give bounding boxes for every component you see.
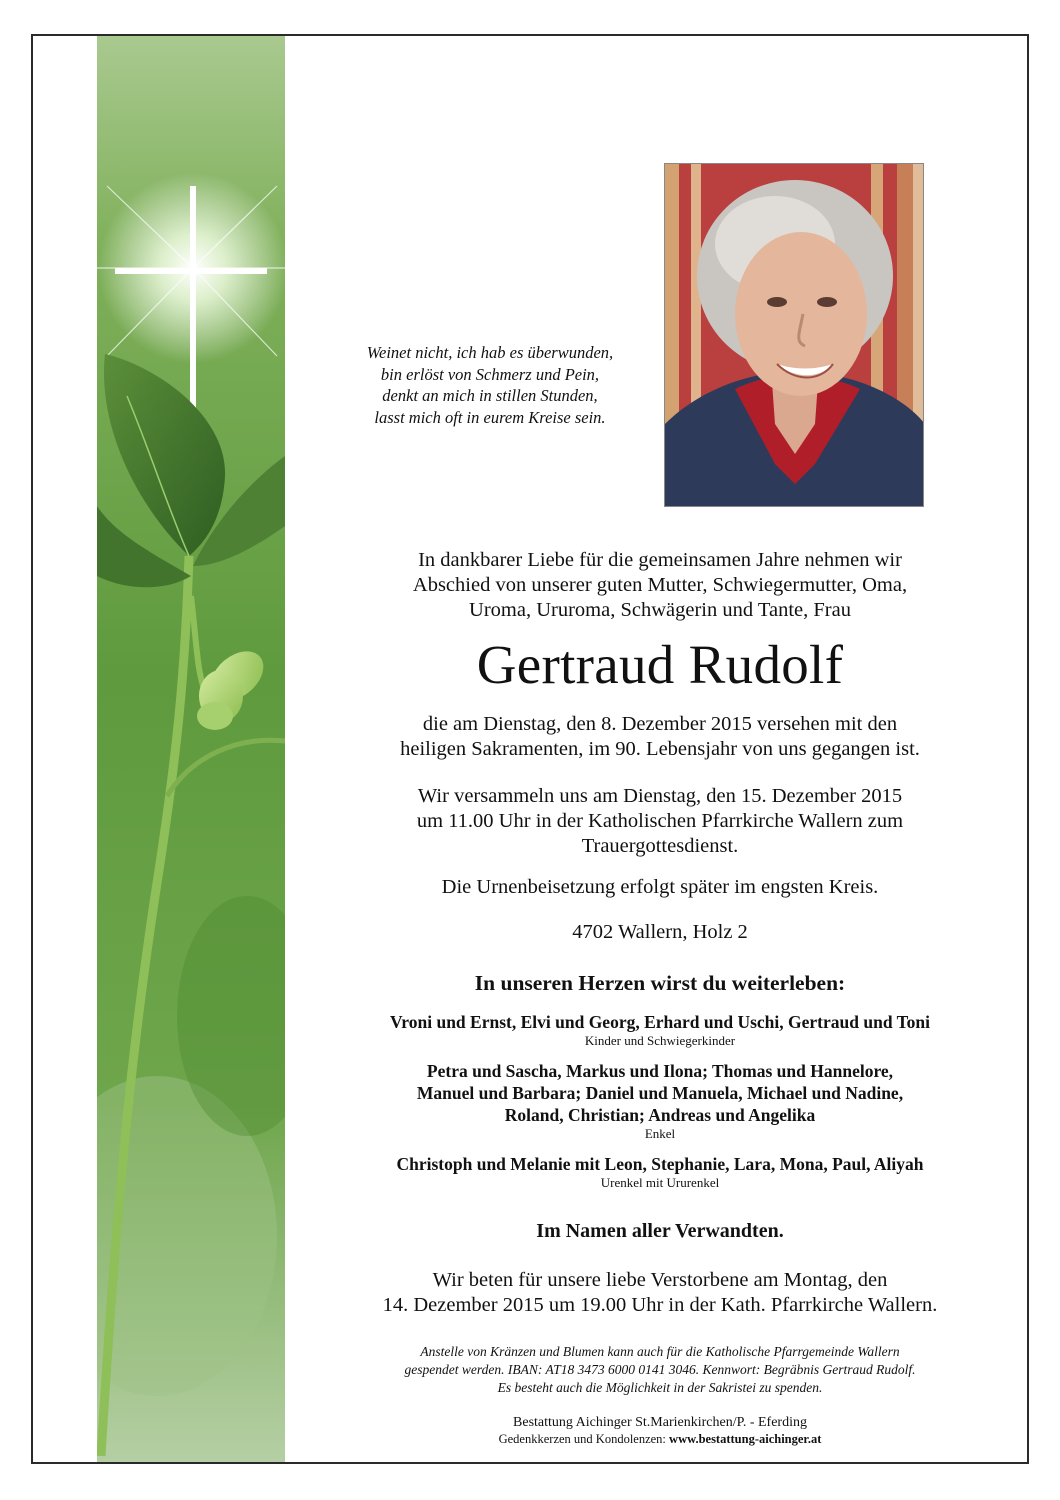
portrait-photo xyxy=(664,163,924,507)
intro-line: Uroma, Ururoma, Schwägerin und Tante, Frau xyxy=(469,599,851,621)
website-link[interactable]: www.bestattung-aichinger.at xyxy=(669,1432,822,1446)
memorial-motto: In unseren Herzen wirst du weiterleben: xyxy=(474,971,846,995)
mourner-relation: Urenkel mit Ururenkel xyxy=(600,1175,720,1190)
mourner-names: Vroni und Ernst, Elvi und Georg, Erhard und Uschi, Gertraud und Toni xyxy=(389,1012,931,1032)
donation-line: Es besteht auch die Möglichkeit in der Sakristei zu spenden. xyxy=(497,1380,823,1395)
undertaker-name: Bestattung Aichinger St.Marienkirchen/P. - Eferding xyxy=(513,1415,807,1430)
death-notice xyxy=(310,712,1010,762)
mourners-list xyxy=(310,1011,1010,1202)
verse-line: Weinet nicht, ich hab es überwunden, xyxy=(366,343,614,362)
verse-line: bin erlöst von Schmerz und Pein, xyxy=(380,364,600,384)
funeral-service-info xyxy=(310,784,1010,859)
gathering-line: Trauergottesdienst. xyxy=(581,835,739,857)
cross-plant-illustration xyxy=(97,36,285,1462)
mourner-names: Christoph und Melanie mit Leon, Stephanie, Lara, Mona, Paul, Aliyah xyxy=(396,1154,924,1174)
mourner-names: Roland, Christian; Andreas und Angelika xyxy=(504,1105,816,1125)
address: 4702 Wallern, Holz 2 xyxy=(572,921,748,943)
prayer-line: Wir beten für unsere liebe Verstorbene am Montag, den xyxy=(432,1269,888,1291)
deceased-name: Gertraud Rudolf xyxy=(476,634,844,695)
condolence-label: Gedenkkerzen und Kondolenzen: xyxy=(498,1432,666,1446)
gathering-line: um 11.00 Uhr in der Katholischen Pfarrkirche Wallern zum xyxy=(416,810,904,832)
mourner-group-children xyxy=(310,1011,1010,1048)
donation-line: gespendet werden. IBAN: AT18 3473 6000 0141 3046. Kennwort: Begräbnis Gertraud Rudolf. xyxy=(404,1362,916,1377)
verse-line: denkt an mich in stillen Stunden, xyxy=(382,386,598,405)
gathering-line: Wir versammeln uns am Dienstag, den 15. Dezember 2015 xyxy=(417,785,903,807)
death-line: heiligen Sakramenten, im 90. Lebensjahr von uns gegangen ist. xyxy=(400,738,920,760)
closing-line: Im Namen aller Verwandten. xyxy=(536,1220,784,1242)
donation-note xyxy=(310,1343,1010,1397)
condolence-line xyxy=(310,1431,1010,1447)
prayer-info xyxy=(310,1268,1010,1318)
mourner-relation: Enkel xyxy=(644,1126,676,1141)
donation-line: Anstelle von Kränzen und Blumen kann auch für die Katholische Pfarrgemeinde Wallern xyxy=(420,1344,900,1359)
intro-line: Abschied von unserer guten Mutter, Schwiegermutter, Oma, xyxy=(412,574,908,596)
death-line: die am Dienstag, den 8. Dezember 2015 versehen mit den xyxy=(422,713,898,735)
mourner-names: Petra und Sascha, Markus und Ilona; Thomas und Hannelore, xyxy=(426,1061,894,1081)
intro-text xyxy=(310,548,1010,623)
footer xyxy=(310,1415,1010,1447)
mourner-names: Manuel und Barbara; Daniel und Manuela, Michael und Nadine, xyxy=(416,1083,904,1103)
decorative-band xyxy=(97,36,285,1462)
verse xyxy=(330,342,650,428)
urn-burial-info: Die Urnenbeisetzung erfolgt später im engsten Kreis. xyxy=(441,876,879,898)
mourner-relation: Kinder und Schwiegerkinder xyxy=(584,1033,736,1048)
prayer-line: 14. Dezember 2015 um 19.00 Uhr in der Kath. Pfarrkirche Wallern. xyxy=(382,1294,938,1316)
intro-line: In dankbarer Liebe für die gemeinsamen Jahre nehmen wir xyxy=(418,549,902,571)
mourner-group-grandchildren xyxy=(310,1060,1010,1141)
mourner-group-great-grandchildren xyxy=(310,1153,1010,1190)
verse-line: lasst mich oft in eurem Kreise sein. xyxy=(374,407,606,427)
portrait-image xyxy=(665,164,924,507)
